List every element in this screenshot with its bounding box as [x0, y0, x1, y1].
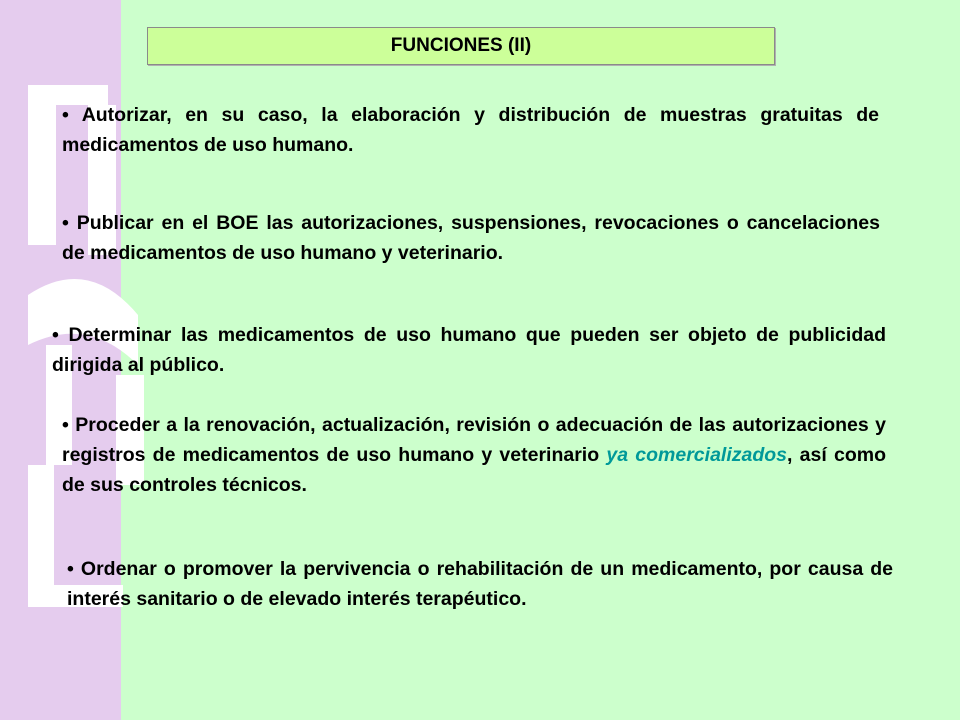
bullet-text: Autorizar, en su caso, la elaboración y distribución de muestras gratuitas de medicamentos de uso humano. [62, 104, 879, 156]
bullet-item-muestras-gratuitas [62, 100, 879, 160]
bullet-item-publicidad [52, 320, 886, 380]
bullet-text: Determinar las medicamentos de uso humano que pueden ser objeto de publicidad dirigida al público. [52, 324, 886, 376]
bullet-item-publicar-boe [62, 208, 880, 268]
highlighted-text: ya comercializados [606, 444, 788, 466]
bullet-item-renovacion [62, 410, 886, 500]
bullet-text-continued: , así como de sus controles técnicos. [62, 444, 886, 496]
bullet-marker: • [67, 558, 74, 580]
bullet-text: Proceder a la renovación, actualización, revisión o adecuación de las autorizaciones y registros de medicamentos de uso humano y veterinario [62, 414, 887, 466]
slide-title: FUNCIONES (II) [147, 27, 775, 65]
bullet-item-pervivencia [67, 554, 893, 614]
bullet-marker: • [52, 324, 59, 346]
bullet-marker: • [62, 104, 69, 126]
bullet-marker: • [62, 414, 69, 436]
bullet-text: Publicar en el BOE las autorizaciones, suspensiones, revocaciones o cancelaciones de medicamentos de uso humano y veterinario. [62, 212, 880, 264]
bullet-text: Ordenar o promover la pervivencia o rehabilitación de un medicamento, por causa de interés sanitario o de elevado interés terapéutico. [67, 558, 894, 610]
bullet-marker: • [62, 212, 69, 234]
